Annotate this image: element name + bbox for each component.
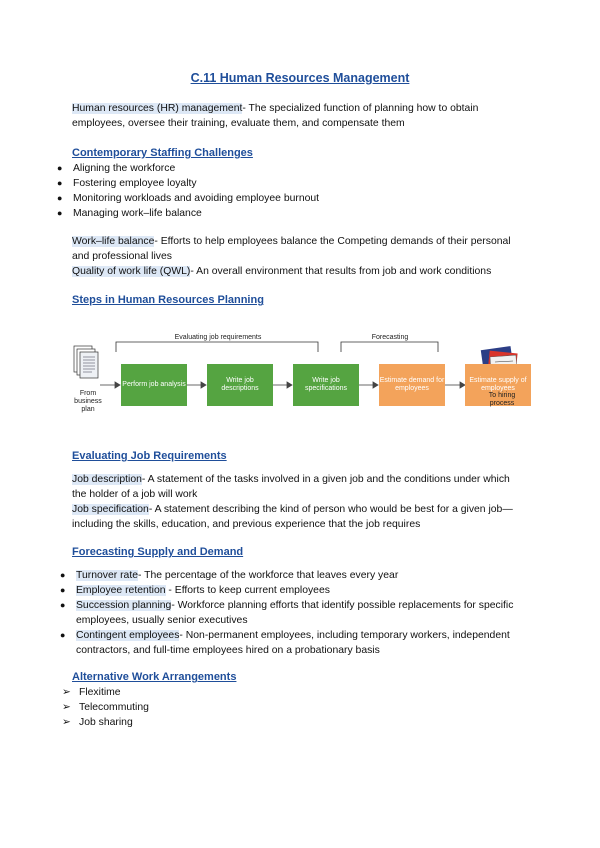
list-item: ● Employee retention - Efforts to keep current employees <box>60 585 330 596</box>
group-label-forecasting: Forecasting <box>371 334 409 341</box>
list-item: ● Turnover rate- The percentage of the workforce that leaves every year <box>60 570 399 581</box>
forecasting-list <box>60 568 520 658</box>
term: Human resources (HR) management <box>72 103 243 114</box>
job-description-definition <box>72 472 527 502</box>
hr-planning-diagram <box>70 330 532 428</box>
list-item: ● Aligning the workforce <box>57 163 176 174</box>
evaluating-heading: Evaluating Job Requirements <box>72 450 227 462</box>
term: Quality of work life (QWL) <box>72 266 191 277</box>
worklife-definition <box>72 234 527 264</box>
forecasting-heading: Forecasting Supply and Demand <box>72 546 244 558</box>
definition: - Efforts to help employees balance the Competing demands of their personal and professional lives <box>72 236 511 262</box>
qwl-definition <box>72 264 542 279</box>
step-estimate-supply: Estimate supply of employees <box>465 364 531 406</box>
hr-definition <box>72 101 532 131</box>
staffing-heading: Contemporary Staffing Challenges <box>72 147 253 159</box>
arrow-bullet-icon: ➢ <box>62 702 71 713</box>
arrow-bullet-icon: ➢ <box>62 717 71 728</box>
list-item: ● Succession planning- Workforce planning efforts that identify possible replacements for specific employees, usually senior executives <box>60 600 514 626</box>
list-item: ● Fostering employee loyalty <box>57 178 197 189</box>
term: Work–life balance <box>72 236 155 247</box>
definition: - A statement of the tasks involved in a given job and the conditions under which the holder of a job will work <box>72 474 510 500</box>
arrow-bullet-icon: ➢ <box>62 687 71 698</box>
list-item: ➢ Job sharing <box>62 717 133 728</box>
term: Job specification <box>72 504 149 515</box>
from-business-plan-label: From business plan <box>74 390 102 413</box>
staffing-list <box>57 161 319 221</box>
page-title: C.11 Human Resources Management <box>190 71 410 85</box>
steps-heading: Steps in Human Resources Planning <box>72 294 264 306</box>
to-hiring-process-label: To hiring process <box>488 392 516 407</box>
step-write-job-specifications: Write job specifications <box>293 364 359 406</box>
definition: - A statement describing the kind of person who would be best for a given job—including the skills, education, and previous experience that the job requires <box>72 504 513 530</box>
job-specification-definition <box>72 502 527 532</box>
alternative-heading: Alternative Work Arrangements <box>72 671 237 683</box>
definition: - An overall environment that results from job and work conditions <box>190 266 492 277</box>
list-item: ● Contingent employees- Non-permanent employees, including temporary workers, independent contractors, and full-time employees hired on a probationary basis <box>60 630 510 656</box>
alternative-list <box>62 685 149 730</box>
step-estimate-demand: Estimate demand for employees <box>379 364 445 406</box>
list-item: ➢ Flexitime <box>62 687 121 698</box>
definition: - The specialized function of planning how to obtain employees, oversee their training, evaluate them, and compensate them <box>72 103 479 129</box>
step-write-job-descriptions: Write job descriptions <box>207 364 273 406</box>
document-stack-icon <box>74 346 98 378</box>
term: Job description <box>72 474 142 485</box>
step-perform-job-analysis: Perform job analysis <box>121 364 187 406</box>
list-item: ➢ Telecommuting <box>62 702 149 713</box>
list-item: ● Managing work–life balance <box>57 208 202 219</box>
group-label-evaluating: Evaluating job requirements <box>174 334 262 341</box>
list-item: ● Monitoring workloads and avoiding employee burnout <box>57 193 320 204</box>
